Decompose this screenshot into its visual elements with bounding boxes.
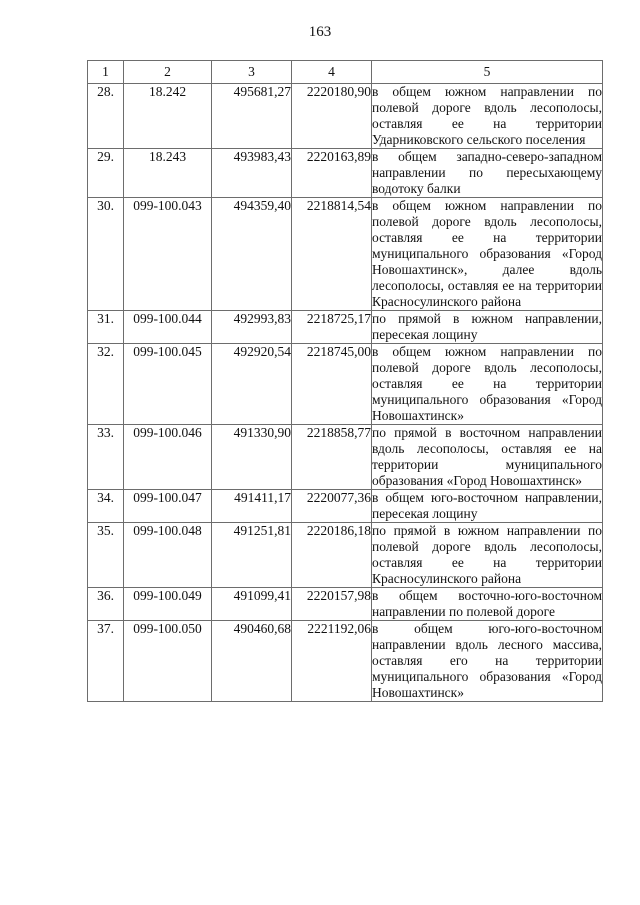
table-header [88, 61, 603, 84]
table-row [88, 490, 603, 523]
boundary-description: в общем восточно-юго-восточном направлении по полевой дороге [372, 588, 602, 619]
point-id: 099-100.043 [124, 198, 212, 311]
point-id: 099-100.044 [124, 311, 212, 344]
table-row [88, 588, 603, 621]
row-number: 31. [88, 311, 124, 344]
coordinate-y: 2220077,36 [292, 490, 372, 523]
boundary-description: по прямой в восточном направлении вдоль лесополосы, оставляя ее на территории муниципального образования «Город Новошахтинск» [372, 425, 602, 488]
coordinate-x: 491099,41 [212, 588, 292, 621]
coordinate-y: 2218858,77 [292, 425, 372, 490]
coordinate-x: 492993,83 [212, 311, 292, 344]
table-row [88, 84, 603, 149]
coordinate-y: 2218745,00 [292, 344, 372, 425]
coordinate-x: 493983,43 [212, 149, 292, 198]
coordinate-x: 492920,54 [212, 344, 292, 425]
point-id: 099-100.049 [124, 588, 212, 621]
coordinate-y: 2221192,06 [292, 621, 372, 702]
boundary-description: в общем юго-восточном направлении, пересекая лощину [372, 490, 602, 521]
coordinate-x: 491251,81 [212, 523, 292, 588]
row-number: 36. [88, 588, 124, 621]
row-number: 28. [88, 84, 124, 149]
table-row [88, 198, 603, 311]
point-id: 099-100.048 [124, 523, 212, 588]
coordinate-y: 2220180,90 [292, 84, 372, 149]
coordinate-x: 495681,27 [212, 84, 292, 149]
column-header-3: 3 [212, 61, 292, 84]
table-row [88, 149, 603, 198]
coordinate-x: 491330,90 [212, 425, 292, 490]
table-row [88, 621, 603, 702]
row-number: 37. [88, 621, 124, 702]
table-row [88, 425, 603, 490]
column-header-4: 4 [292, 61, 372, 84]
column-header-5: 5 [372, 61, 603, 84]
point-id: 18.243 [124, 149, 212, 198]
row-number: 34. [88, 490, 124, 523]
boundary-description: в общем южном направлении по полевой дороге вдоль лесополосы, оставляя ее на территории муниципального образования «Город Новошахтинск» [372, 344, 602, 423]
boundary-description: в общем юго-юго-восточном направлении вдоль лесного массива, оставляя его на территории муниципального образования «Город Новошахтинск» [372, 621, 602, 700]
boundary-description: в общем южном направлении по полевой дороге вдоль лесополосы, оставляя ее на территории Ударниковского сельского поселения [372, 84, 602, 147]
page-number: 163 [308, 24, 332, 40]
coordinate-y: 2218814,54 [292, 198, 372, 311]
boundary-description: по прямой в южном направлении по полевой дороге вдоль лесополосы, оставляя ее на территории Красносулинского района [372, 523, 602, 586]
row-number: 35. [88, 523, 124, 588]
coordinate-y: 2220157,98 [292, 588, 372, 621]
boundary-description: по прямой в южном направлении, пересекая лощину [372, 311, 602, 342]
coordinate-x: 490460,68 [212, 621, 292, 702]
coordinate-y: 2220163,89 [292, 149, 372, 198]
row-number: 29. [88, 149, 124, 198]
table-row [88, 311, 603, 344]
point-id: 18.242 [124, 84, 212, 149]
table-body [88, 84, 603, 702]
table-row [88, 523, 603, 588]
boundary-points-table [87, 60, 603, 702]
column-header-2: 2 [124, 61, 212, 84]
row-number: 30. [88, 198, 124, 311]
point-id: 099-100.050 [124, 621, 212, 702]
coordinate-x: 494359,40 [212, 198, 292, 311]
boundary-description: в общем западно-северо-западном направлении по пересыхающему водотоку балки [372, 149, 602, 196]
point-id: 099-100.046 [124, 425, 212, 490]
row-number: 32. [88, 344, 124, 425]
coordinate-y: 2220186,18 [292, 523, 372, 588]
table-row [88, 344, 603, 425]
point-id: 099-100.045 [124, 344, 212, 425]
boundary-description: в общем южном направлении по полевой дороге вдоль лесополосы, оставляя ее на территории муниципального образования «Город Новошахтинск», далее вдоль лесополосы, оставляя ее на территории Красносулинского района [372, 198, 602, 309]
coordinate-x: 491411,17 [212, 490, 292, 523]
row-number: 33. [88, 425, 124, 490]
coordinate-y: 2218725,17 [292, 311, 372, 344]
point-id: 099-100.047 [124, 490, 212, 523]
column-header-1: 1 [88, 61, 124, 84]
header-row [88, 61, 603, 84]
